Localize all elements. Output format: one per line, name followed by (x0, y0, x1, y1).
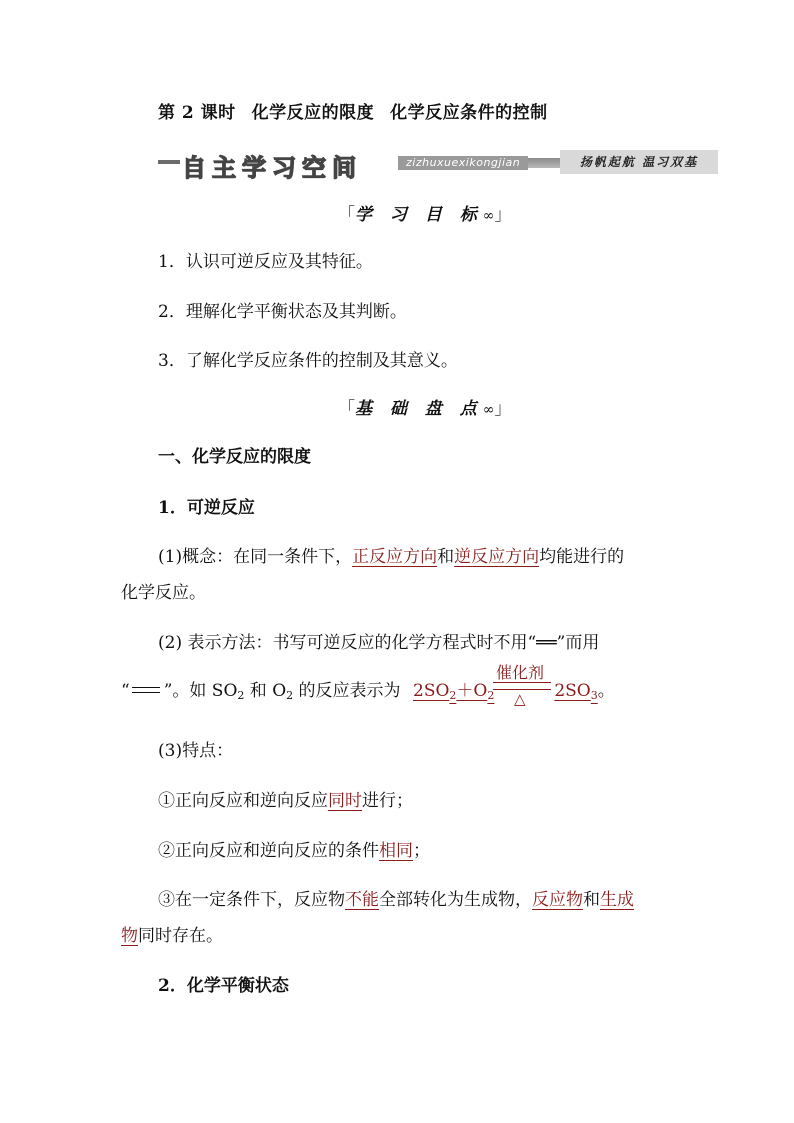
answer-cannot: 不能 (345, 890, 379, 910)
heading-reversible-reaction: 1．可逆反应 (158, 498, 255, 518)
feature-item-1 (158, 786, 413, 811)
method-text: 和 O (244, 681, 287, 701)
title-part1: 化学反应的限度 (251, 103, 375, 123)
section-heading-goals (338, 200, 511, 225)
feature-text: 同时存在。 (138, 926, 223, 946)
method-text: “ (121, 681, 130, 701)
equation-product: 2SO (554, 681, 591, 701)
method-text: 。 (597, 681, 615, 701)
feature-text: 进行； (362, 791, 413, 811)
feature-item-2 (158, 836, 430, 861)
goal-item-3: 3．了解化学反应条件的控制及其意义。 (158, 351, 458, 371)
answer-reactants: 反应物 (532, 890, 583, 910)
feature-text: ③在一定条件下，反应物 (158, 890, 345, 910)
section-goals-label: 学 习 目 标 (355, 205, 483, 225)
method-line-1: (2) 表示方法：书写可逆反应的化学方程式时不用“══”而用 (158, 633, 600, 653)
goal-item-2: 2．理解化学平衡状态及其判断。 (158, 302, 407, 322)
heading-equilibrium-state: 2．化学平衡状态 (158, 976, 289, 996)
answer-products: 生成 (600, 890, 634, 910)
feature-text: 全部转化为生成物， (379, 890, 532, 910)
feature-item-3-line-2 (121, 921, 223, 946)
banner-rule-left (158, 160, 180, 164)
equation-reactant: ＋O (456, 681, 488, 701)
section-banner (158, 150, 718, 182)
method-text: ”。如 SO (163, 681, 238, 701)
answer-products: 物 (121, 926, 138, 946)
answer-reverse-direction: 逆反应方向 (454, 547, 540, 567)
goal-item-1: 1．认识可逆反应及其特征。 (158, 252, 373, 272)
subscript: 2 (449, 689, 457, 702)
heading-1: 一、化学反应的限度 (158, 447, 311, 467)
banner-motto: 扬帆起航 温习双基 (560, 150, 718, 174)
concept-line-2: 化学反应。 (121, 583, 206, 603)
method-text: 的反应表示为 (293, 681, 401, 701)
heat-symbol: △ (514, 690, 526, 708)
title-part2: 化学反应条件的控制 (390, 103, 548, 123)
answer-simultaneous: 同时 (328, 791, 362, 811)
method-intro (121, 676, 401, 702)
banner-heading: 自主学习空间 (182, 154, 362, 182)
subscript: 3 (590, 689, 598, 702)
reversible-arrow-icon (130, 684, 164, 696)
concept-line-1 (158, 542, 624, 567)
banner-pinyin: zizhuxuexikongjian (398, 156, 528, 170)
infinity-icon: ∞ (482, 208, 495, 224)
page-title (158, 98, 548, 123)
lesson-number: 第 2 课时 (158, 103, 236, 123)
features-heading: (3)特点： (158, 741, 234, 761)
reversible-arrow-icon (493, 682, 551, 690)
feature-text: 和 (583, 890, 600, 910)
subscript: 2 (286, 689, 294, 702)
section-heading-basics (338, 394, 511, 419)
answer-forward-direction: 正反应方向 (352, 547, 438, 567)
feature-text: ； (413, 841, 430, 861)
bracket-close: 」 (494, 205, 512, 225)
bracket-open: 「 (338, 205, 355, 225)
catalyst-label: 催化剂 (496, 663, 545, 682)
subscript: 2 (237, 689, 245, 702)
concept-text: 和 (437, 547, 455, 567)
concept-text: 均能进行的 (539, 547, 625, 567)
answer-same: 相同 (379, 841, 413, 861)
section-basics-label: 基 础 盘 点 (355, 399, 483, 419)
equation-reactant: 2SO (413, 681, 450, 701)
bracket-open: 「 (338, 399, 355, 419)
subscript: 2 (487, 689, 495, 702)
feature-text: ②正向反应和逆向反应的条件 (158, 841, 379, 861)
feature-item-3-line-1 (158, 885, 634, 910)
method-line-2 (121, 663, 721, 716)
feature-text: ①正向反应和逆向反应 (158, 791, 328, 811)
concept-text: (1)概念：在同一条件下， (158, 547, 353, 567)
bracket-close: 」 (494, 399, 512, 419)
infinity-icon: ∞ (482, 402, 495, 418)
